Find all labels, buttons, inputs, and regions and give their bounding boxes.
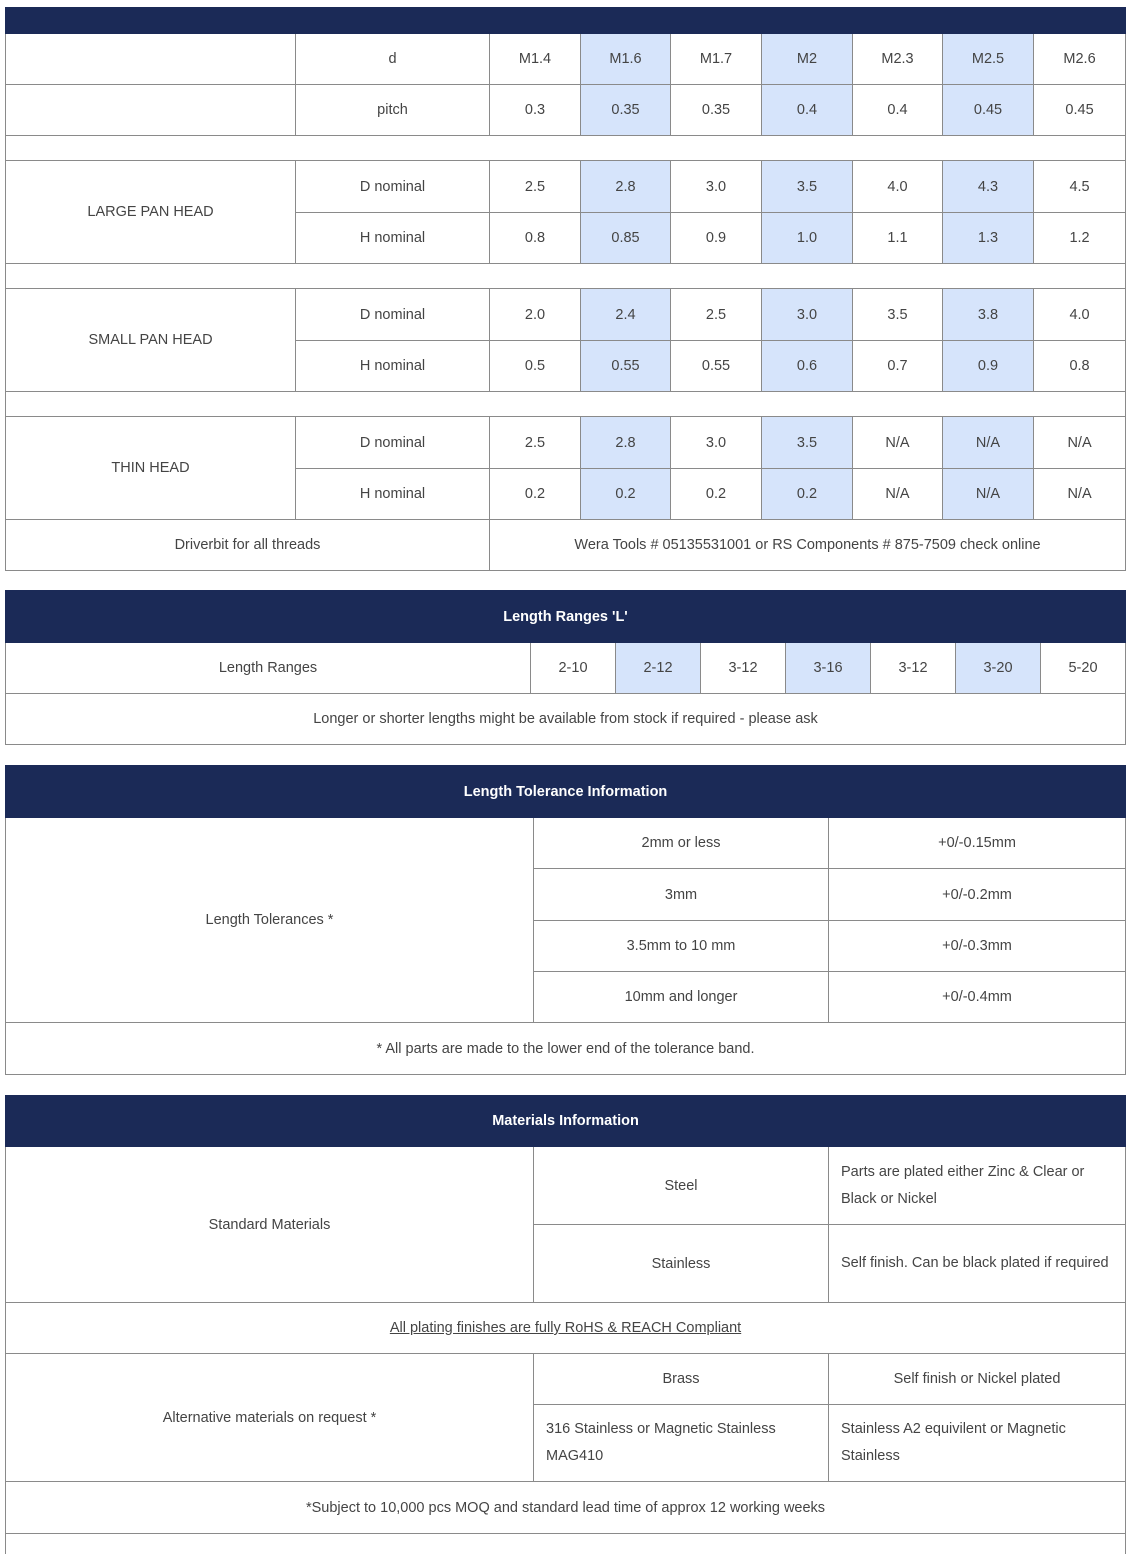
value-cell: 1.1	[853, 213, 943, 264]
size-cell: M2.3	[853, 34, 943, 85]
value-cell: 3.5	[762, 417, 853, 469]
size-cell: M1.6	[581, 34, 671, 85]
value-cell: 4.3	[943, 161, 1034, 213]
value-cell: 3.0	[671, 161, 762, 213]
alternative-materials-label: Alternative materials on request *	[6, 1354, 534, 1482]
pitch-cell: 0.35	[671, 85, 762, 136]
length-ranges-label: Length Ranges	[6, 643, 531, 694]
value-cell: 0.55	[581, 341, 671, 392]
pitch-cell: 0.35	[581, 85, 671, 136]
material-row	[6, 1147, 1126, 1225]
value-cell: N/A	[1034, 417, 1126, 469]
d-label: d	[296, 34, 490, 85]
value-cell: 0.2	[581, 469, 671, 520]
pitch-cell: 0.3	[490, 85, 581, 136]
value-cell: 0.85	[581, 213, 671, 264]
length-cell: 2-12	[616, 643, 701, 694]
material-name: Brass	[534, 1354, 829, 1405]
tolerance-range: 10mm and longer	[534, 972, 829, 1023]
spacer-row	[6, 392, 1126, 417]
rohs-compliance-cell	[6, 1303, 1126, 1354]
length-ranges-title: Length Ranges 'L'	[6, 591, 1126, 643]
value-cell: 3.5	[762, 161, 853, 213]
value-cell: 0.9	[671, 213, 762, 264]
moq-note: *Subject to 10,000 pcs MOQ and standard lead time of approx 12 working weeks	[6, 1482, 1126, 1534]
material-finish: Stainless A2 equivilent or Magnetic Stainless	[829, 1405, 1126, 1482]
tolerance-row	[6, 818, 1126, 869]
value-cell: 1.2	[1034, 213, 1126, 264]
tolerance-range: 3mm	[534, 869, 829, 921]
value-cell: 2.5	[490, 417, 581, 469]
rohs-compliance-link[interactable]: All plating finishes are fully RoHS & REACH Compliant	[389, 1320, 742, 1336]
value-cell: 2.5	[490, 161, 581, 213]
value-cell: 2.8	[581, 161, 671, 213]
size-cell: M2.5	[943, 34, 1034, 85]
length-tolerance-title: Length Tolerance Information	[6, 766, 1126, 818]
small-pan-d-row	[6, 289, 1126, 341]
value-cell: 4.0	[853, 161, 943, 213]
h-nominal-label: H nominal	[296, 469, 490, 520]
partial-row	[6, 1534, 1126, 1554]
value-cell: 2.4	[581, 289, 671, 341]
pitch-cell: 0.4	[853, 85, 943, 136]
material-name: 316 Stainless or Magnetic Stainless MAG410	[534, 1405, 829, 1482]
value-cell: N/A	[943, 417, 1034, 469]
pitch-label: pitch	[296, 85, 490, 136]
material-name: Stainless	[534, 1225, 829, 1303]
spacer-row	[6, 264, 1126, 289]
value-cell: 0.5	[490, 341, 581, 392]
value-cell: 0.8	[1034, 341, 1126, 392]
length-tolerances-label: Length Tolerances *	[6, 818, 534, 1023]
materials-table	[5, 1095, 1126, 1554]
length-ranges-row	[6, 643, 1126, 694]
value-cell: 0.7	[853, 341, 943, 392]
value-cell: 1.3	[943, 213, 1034, 264]
size-cell: M2	[762, 34, 853, 85]
value-cell: 0.9	[943, 341, 1034, 392]
d-nominal-label: D nominal	[296, 161, 490, 213]
length-cell: 3-12	[701, 643, 786, 694]
value-cell: N/A	[1034, 469, 1126, 520]
value-cell: 2.0	[490, 289, 581, 341]
length-cell: 3-12	[871, 643, 956, 694]
size-row	[6, 34, 1126, 85]
tolerance-value: +0/-0.15mm	[829, 818, 1126, 869]
value-cell: 3.5	[853, 289, 943, 341]
tolerance-value: +0/-0.4mm	[829, 972, 1126, 1023]
length-cell: 2-10	[531, 643, 616, 694]
length-ranges-table	[5, 590, 1126, 745]
value-cell: 0.6	[762, 341, 853, 392]
tolerance-value: +0/-0.2mm	[829, 869, 1126, 921]
pitch-cell: 0.4	[762, 85, 853, 136]
material-finish: Self finish. Can be black plated if required	[829, 1225, 1126, 1303]
value-cell: 2.5	[671, 289, 762, 341]
value-cell: 0.2	[762, 469, 853, 520]
value-cell: 3.8	[943, 289, 1034, 341]
h-nominal-label: H nominal	[296, 213, 490, 264]
material-finish: Self finish or Nickel plated	[829, 1354, 1126, 1405]
d-nominal-label: D nominal	[296, 417, 490, 469]
driverbit-value: Wera Tools # 05135531001 or RS Components # 875-7509 check online	[490, 520, 1126, 571]
length-ranges-note: Longer or shorter lengths might be available from stock if required - please ask	[6, 694, 1126, 745]
pitch-row	[6, 85, 1126, 136]
value-cell: N/A	[943, 469, 1034, 520]
length-cell: 3-20	[956, 643, 1041, 694]
material-name: Steel	[534, 1147, 829, 1225]
value-cell: 4.5	[1034, 161, 1126, 213]
length-cell: 3-16	[786, 643, 871, 694]
length-tolerance-table	[5, 765, 1126, 1075]
value-cell: N/A	[853, 417, 943, 469]
value-cell: 4.0	[1034, 289, 1126, 341]
large-pan-head-label: LARGE PAN HEAD	[6, 161, 296, 264]
value-cell: 0.2	[490, 469, 581, 520]
materials-title: Materials Information	[6, 1096, 1126, 1147]
pitch-cell: 0.45	[943, 85, 1034, 136]
value-cell: 3.0	[762, 289, 853, 341]
value-cell: 0.55	[671, 341, 762, 392]
h-nominal-label: H nominal	[296, 341, 490, 392]
size-cell: M1.4	[490, 34, 581, 85]
tolerance-note: * All parts are made to the lower end of the tolerance band.	[6, 1023, 1126, 1075]
value-cell: 3.0	[671, 417, 762, 469]
thin-head-label: THIN HEAD	[6, 417, 296, 520]
tolerance-range: 2mm or less	[534, 818, 829, 869]
blank-cell	[6, 85, 296, 136]
dimensions-table	[5, 7, 1126, 571]
d-nominal-label: D nominal	[296, 289, 490, 341]
size-cell: M1.7	[671, 34, 762, 85]
material-finish: Parts are plated either Zinc & Clear or Black or Nickel	[829, 1147, 1126, 1225]
thin-head-d-row	[6, 417, 1126, 469]
large-pan-d-row	[6, 161, 1126, 213]
value-cell: 0.8	[490, 213, 581, 264]
tolerance-range: 3.5mm to 10 mm	[534, 921, 829, 972]
value-cell: 1.0	[762, 213, 853, 264]
driverbit-label: Driverbit for all threads	[6, 520, 490, 571]
blank-cell	[6, 34, 296, 85]
driverbit-row	[6, 520, 1126, 571]
value-cell: 2.8	[581, 417, 671, 469]
alt-material-row	[6, 1354, 1126, 1405]
size-cell: M2.6	[1034, 34, 1126, 85]
spacer-row	[6, 136, 1126, 161]
value-cell: 0.2	[671, 469, 762, 520]
value-cell: N/A	[853, 469, 943, 520]
length-cell: 5-20	[1041, 643, 1126, 694]
small-pan-head-label: SMALL PAN HEAD	[6, 289, 296, 392]
dimensions-header-bar	[6, 8, 1126, 34]
standard-materials-label: Standard Materials	[6, 1147, 534, 1303]
tolerance-value: +0/-0.3mm	[829, 921, 1126, 972]
pitch-cell: 0.45	[1034, 85, 1126, 136]
